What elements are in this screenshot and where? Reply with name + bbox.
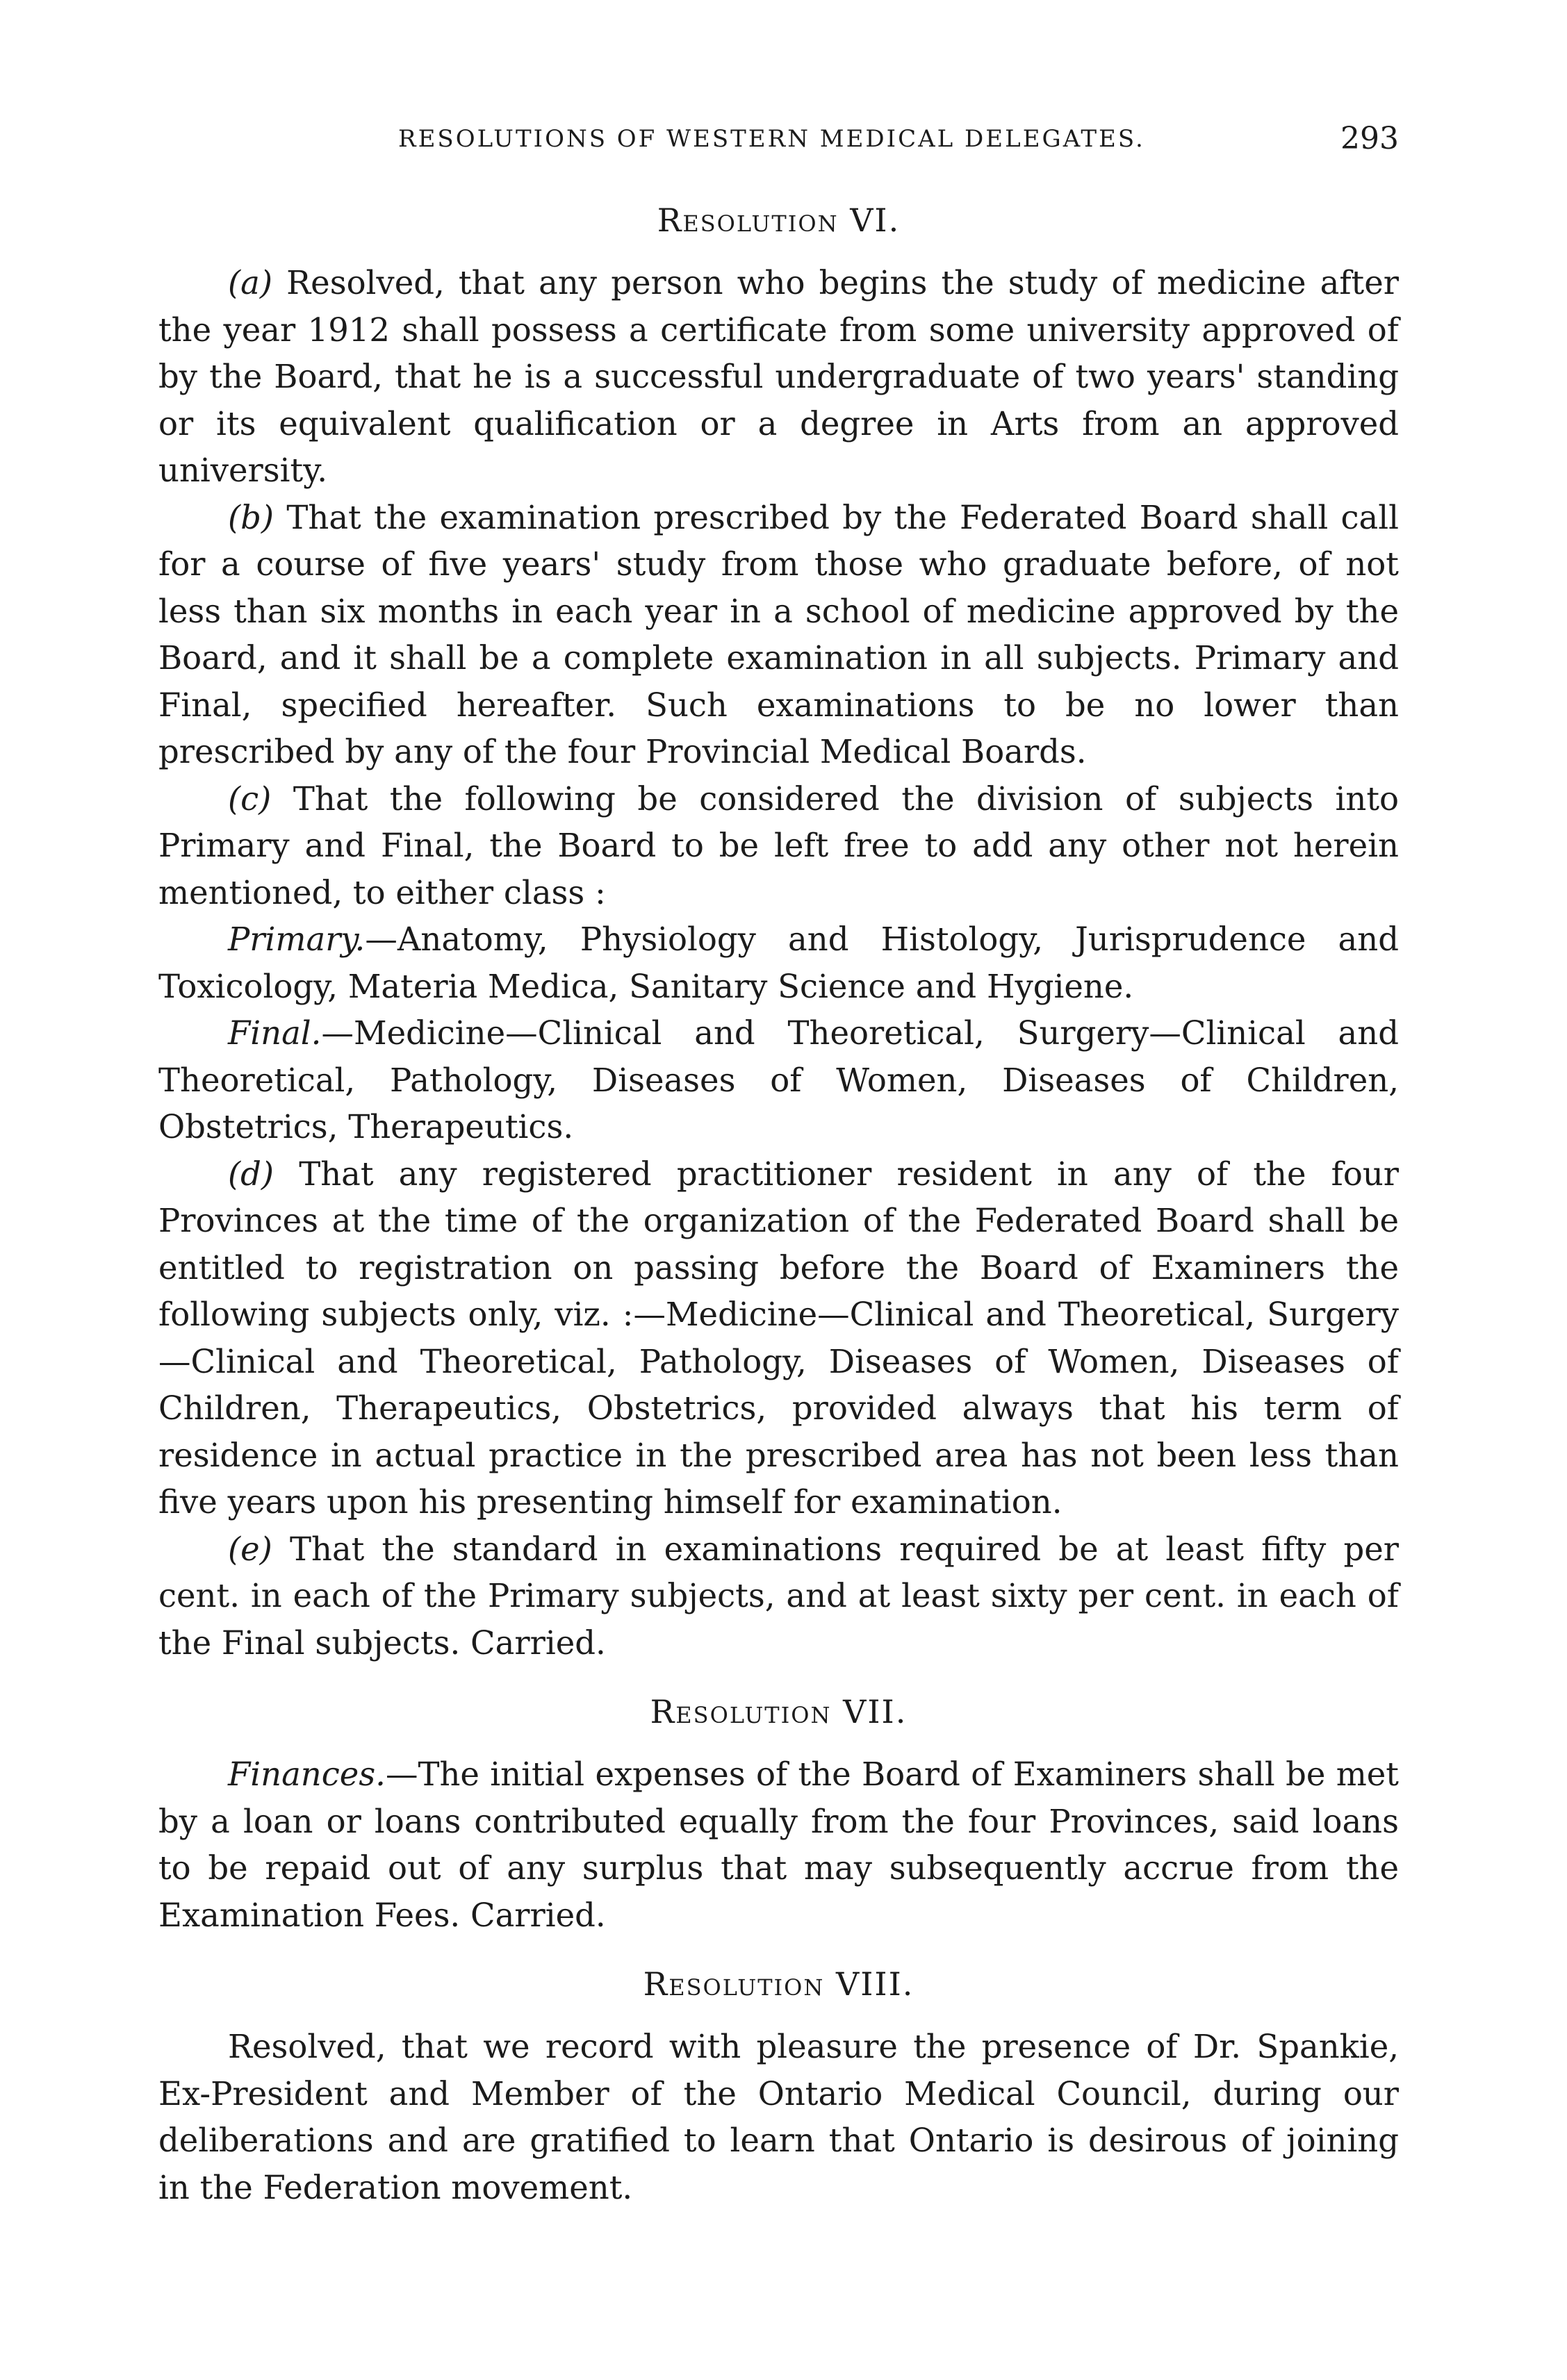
resolution-vi-clause-b <box>158 495 1399 776</box>
resolution-viii-heading: Resolution VIII. <box>643 1965 914 2003</box>
resolution-viii-paragraph: Resolved, that we record with pleasure the presence of Dr. Spankie, Ex-President and Member of the Ontario Medical Council, during our deliberations and are gratified to learn that Ontario is desirous of joining in the Federation movement. <box>158 2028 1399 2206</box>
finances-text: —The initial expenses of the Board of Examiners shall be met by a loan or loans contributed equally from the four Provinces, said loans to be repaid out of any surplus that may subsequently accrue from the Examination Fees. Carried. <box>158 1755 1399 1934</box>
running-head: RESOLUTIONS OF WESTERN MEDICAL DELEGATES. <box>398 125 1145 153</box>
final-text: —Medicine—Clinical and Theoretical, Surgery—Clinical and Theoretical, Pathology, Diseases of Women, Diseases of Children, Obstetrics, Therapeutics. <box>158 1014 1399 1146</box>
resolution-vi <box>158 201 1399 1667</box>
page-number: 293 <box>1340 121 1399 156</box>
clause-a-text: Resolved, that any person who begins the study of medicine after the year 1912 shall possess a certificate from some university approved of by the Board, that he is a successful undergraduate of two years' standing or its equivalent qualification or a degree in Arts from an approved university. <box>158 264 1399 489</box>
primary-text: —Anatomy, Physiology and Histology, Jurisprudence and Toxicology, Materia Medica, Sanitary Science and Hygiene. <box>158 920 1399 1005</box>
resolution-vi-heading: Resolution VI. <box>657 201 901 239</box>
resolution-viii <box>158 1965 1399 2211</box>
resolution-vii-heading: Resolution VII. <box>650 1693 908 1730</box>
finances-label: Finances. <box>228 1755 386 1793</box>
resolution-vii <box>158 1693 1399 1939</box>
clause-e-text: That the standard in examinations required be at least fifty per cent. in each of the Primary subjects, and at least sixty per cent. in each of the Final subjects. Carried. <box>158 1530 1400 1662</box>
resolution-vi-clause-c <box>158 776 1399 917</box>
document-page <box>158 121 1400 2211</box>
clause-d-text: That any registered practitioner resident in any of the four Provinces at the time of the organization of the Federated Board shall be entitled to registration on passing before the Board of Examiners the following subjects only, viz. :—Medicine—Clinical and Theoretical, Surgery—Clinical and Theoretical, Pathology, Diseases of Women, Diseases of Children, Therapeutics, Obstetrics, provided always that his term of residence in actual practice in the prescribed area has not been less than five years upon his presenting himself for examination. <box>158 1155 1400 1521</box>
clause-b-text: That the examination prescribed by the Federated Board shall call for a course of five years' study from those who graduate before, of not less than six months in each year in a school of medicine approved by the Board, and it shall be a complete examination in all subjects. Primary and Final, specified hereafter. Such examinations to be no lower than prescribed by any of the four Provincial Medical Boards. <box>158 498 1399 770</box>
resolution-vi-clause-d <box>158 1151 1399 1526</box>
primary-label: Primary. <box>228 920 366 958</box>
page-header <box>158 121 1399 174</box>
primary-subjects <box>158 916 1399 1010</box>
clause-c-label: (c) <box>228 779 272 818</box>
clause-e-label: (e) <box>228 1530 272 1568</box>
clause-c-text: That the following be considered the division of subjects into Primary and Final, the Board to be left free to add any other not herein mentioned, to either class : <box>158 779 1399 911</box>
clause-d-label: (d) <box>228 1155 274 1193</box>
clause-b-label: (b) <box>228 498 274 536</box>
clause-a-label: (a) <box>228 264 273 301</box>
finances-paragraph <box>158 1751 1399 1939</box>
final-label: Final. <box>228 1014 322 1052</box>
final-subjects <box>158 1010 1399 1151</box>
resolution-vi-clause-e <box>158 1526 1399 1667</box>
resolution-vi-clause-a <box>158 260 1399 495</box>
